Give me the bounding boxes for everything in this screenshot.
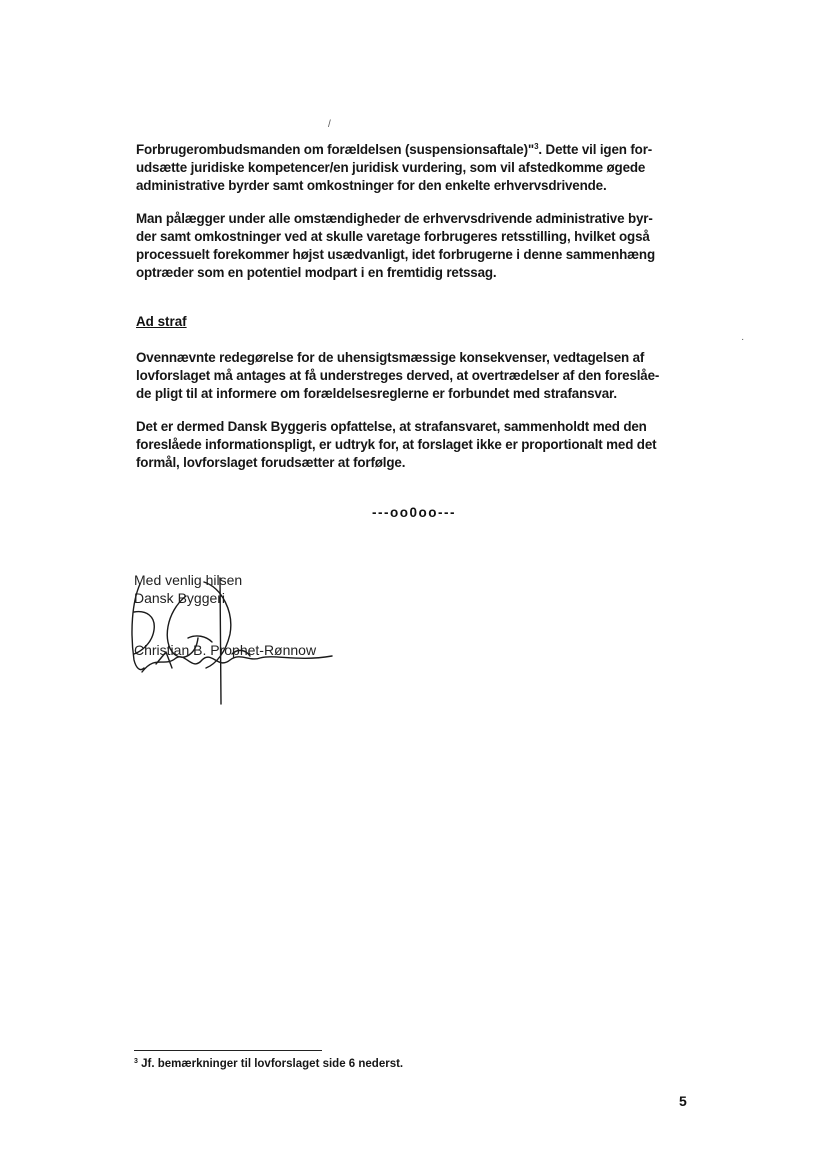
paragraph-line: de pligt til at informere om forældelsesreglerne er forbundet med strafansvar. bbox=[136, 386, 617, 401]
footnote-divider bbox=[134, 1050, 322, 1051]
paragraph-ovennaevnte bbox=[136, 349, 696, 403]
paragraph-line: der samt omkostninger ved at skulle varetage forbrugeres retsstilling, hvilket også bbox=[136, 229, 650, 244]
page-number: 5 bbox=[679, 1093, 687, 1109]
footnote-text: Jf. bemærkninger til lovforslaget side 6 nederst. bbox=[141, 1058, 404, 1070]
section-heading: Ad straf bbox=[136, 314, 187, 329]
closing-greeting: Med venlig hilsen bbox=[134, 572, 243, 588]
footnote bbox=[134, 1058, 403, 1070]
paragraph-line: Man pålægger under alle omstændigheder de erhvervsdrivende administrative byr- bbox=[136, 211, 653, 226]
paragraph-line: administrative byrder samt omkostninger for den enkelte erhvervsdrivende. bbox=[136, 178, 607, 193]
scan-speck: · bbox=[741, 334, 745, 345]
paragraph-line: optræder som en potentiel modpart i en fremtidig retssag. bbox=[136, 265, 497, 280]
paragraph-line: processuelt forekommer højst usædvanligt, idet forbrugerne i denne sammenhæng bbox=[136, 247, 655, 262]
paragraph-strafansvar bbox=[136, 418, 696, 472]
section-separator: ---oo0oo--- bbox=[372, 505, 456, 520]
paragraph-forbrugerombudsmanden bbox=[136, 141, 696, 195]
handwritten-signature bbox=[126, 572, 346, 712]
paragraph-line: formål, lovforslaget forudsætter at forfølge. bbox=[136, 455, 406, 470]
paragraph-administrative-byrder bbox=[136, 210, 696, 282]
paragraph-line: lovforslaget må antages at få understreges derved, at overtrædelser af den foreslåe- bbox=[136, 368, 660, 383]
paragraph-line: Det er dermed Dansk Byggeris opfattelse, at strafansvaret, sammenholdt med den bbox=[136, 419, 647, 434]
footnote-reference: 3 bbox=[534, 142, 539, 151]
paragraph-line: Ovennævnte redegørelse for de uhensigtsmæssige konsekvenser, vedtagelsen af bbox=[136, 350, 645, 365]
stray-mark: / bbox=[328, 119, 331, 130]
closing-organization: Dansk Byggeri bbox=[134, 590, 226, 606]
paragraph-line: Forbrugerombudsmanden om forældelsen (suspensionsaftale)"$^3$. Dette vil igen for- bbox=[136, 142, 653, 157]
footnote-number: 3 bbox=[134, 1058, 138, 1065]
paragraph-line: foreslåede informationspligt, er udtryk for, at forslaget ikke er proportionalt med det bbox=[136, 437, 657, 452]
closing-signatory: Christian B. Prophet-Rønnow bbox=[134, 642, 317, 658]
paragraph-line: udsætte juridiske kompetencer/en juridisk vurdering, som vil afstedkomme øgede bbox=[136, 160, 646, 175]
